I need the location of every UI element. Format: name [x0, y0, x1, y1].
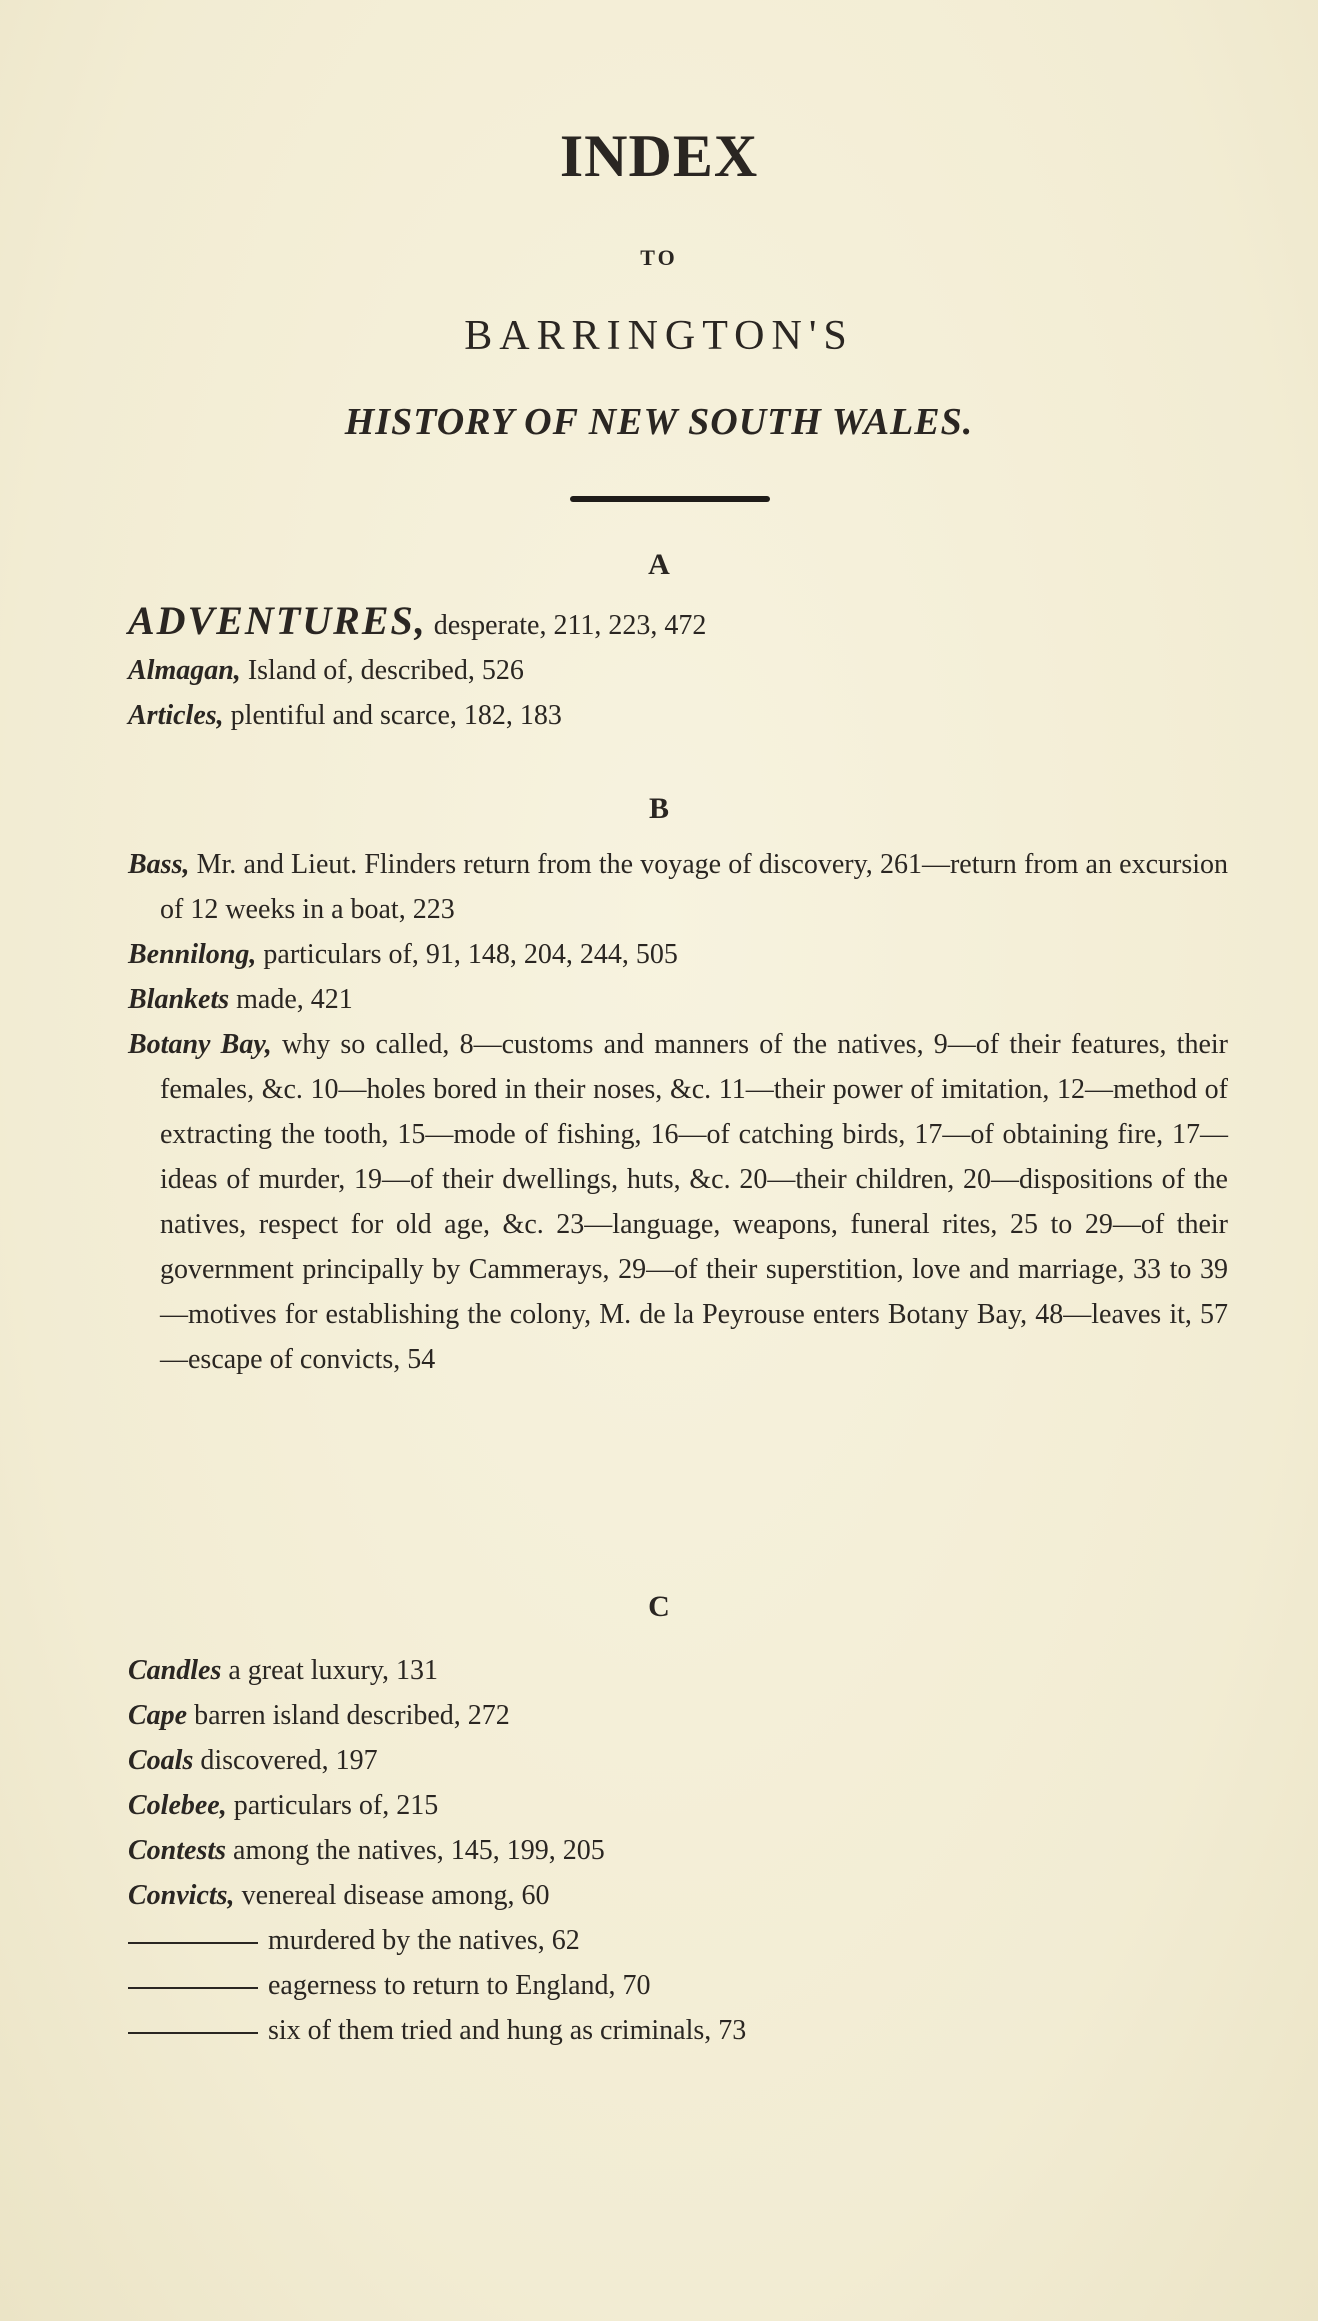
index-subentry [128, 2008, 1228, 2053]
entry-text: desperate, 211, 223, 472 [426, 610, 707, 641]
page-title: INDEX [559, 123, 759, 189]
entry-text: eagerness to return to England, 70 [268, 1970, 651, 2001]
book-subtitle: HISTORY OF NEW SOUTH WALES. [344, 401, 974, 443]
entry-text: murdered by the natives, 62 [268, 1925, 580, 1956]
index-subentry [128, 1918, 1228, 1963]
index-entry [128, 1873, 1228, 1918]
entry-head: Colebee, [128, 1790, 227, 1821]
index-entry [128, 977, 1228, 1022]
entry-head: Contests [128, 1835, 227, 1866]
ditto-dash [128, 2032, 258, 2034]
index-subentry [128, 1963, 1228, 2008]
section-letter-c: C [648, 1590, 670, 1623]
entry-text: why so called, 8—customs and manners of the natives, 9—of their features, their females, &c. 10—holes bored in their noses, &c. 11—their power of imitation, 12—method of extracting the tooth, 15—mode of fishing, 16—of catching birds, 17—of obtaining fire, 17—ideas of murder, 19—of their dwellings, huts, &c. 20—their children, 20—dispositions of the natives, respect for old age, &c. 23—language, weapons, funeral rites, 25 to 29—of their government principally by Cammerays, 29—of their superstition, love and marriage, 33 to 39—motives for establishing the colony, M. de la Peyrouse enters Botany Bay, 48—leaves it, 57—escape of convicts, 54 [160, 1029, 1228, 1375]
entry-text: particulars of, 91, 148, 204, 244, 505 [256, 939, 678, 970]
section-c-entries [128, 1648, 1228, 2053]
entry-text: among the natives, 145, 199, 205 [226, 1835, 605, 1866]
index-entry [128, 1022, 1228, 1382]
entry-text: six of them tried and hung as criminals, 73 [268, 2015, 747, 2046]
index-entry [128, 1738, 1228, 1783]
index-entry [128, 598, 1228, 648]
entry-head: Articles, [128, 700, 224, 731]
entry-text: plentiful and scarce, 182, 183 [223, 700, 562, 731]
entry-head: Candles [128, 1655, 222, 1686]
index-entry [128, 1693, 1228, 1738]
entry-head: Blankets [128, 984, 230, 1015]
ditto-dash [128, 1942, 258, 1944]
section-a-entries [128, 598, 1228, 738]
entry-head: Almagan, [128, 655, 241, 686]
entry-text: venereal disease among, 60 [234, 1880, 550, 1911]
section-letter-b: B [648, 792, 669, 825]
entry-head: Convicts, [128, 1880, 235, 1911]
title-to: TO [640, 245, 678, 270]
index-entry [128, 1828, 1228, 1873]
ditto-dash [128, 1987, 258, 1989]
entry-text: particulars of, 215 [226, 1790, 439, 1821]
index-entry [128, 932, 1228, 977]
entry-text: Island of, described, 526 [240, 655, 524, 686]
section-b-entries [128, 842, 1228, 1382]
entry-head: Bennilong, [128, 939, 257, 970]
entry-head: Coals [128, 1745, 194, 1776]
index-entry [128, 1783, 1228, 1828]
index-entry [128, 693, 1228, 738]
entry-head: ADVENTURES, [128, 598, 427, 643]
section-letter-a: A [648, 548, 670, 581]
entry-text: Mr. and Lieut. Flinders return from the voyage of discovery, 261—return from an excursion of 12 weeks in a boat, 223 [160, 849, 1228, 925]
entry-text: discovered, 197 [193, 1745, 378, 1776]
index-entry [128, 842, 1228, 932]
entry-head: Cape [128, 1700, 188, 1731]
entry-text: made, 421 [229, 984, 353, 1015]
author-name: BARRINGTON'S [464, 313, 854, 359]
title-rule [570, 496, 770, 502]
entry-head: Bass, [128, 849, 190, 880]
entry-head: Botany Bay, [128, 1029, 272, 1060]
entry-text: a great luxury, 131 [221, 1655, 439, 1686]
index-entry [128, 648, 1228, 693]
index-entry [128, 1648, 1228, 1693]
entry-text: barren island described, 272 [187, 1700, 510, 1731]
